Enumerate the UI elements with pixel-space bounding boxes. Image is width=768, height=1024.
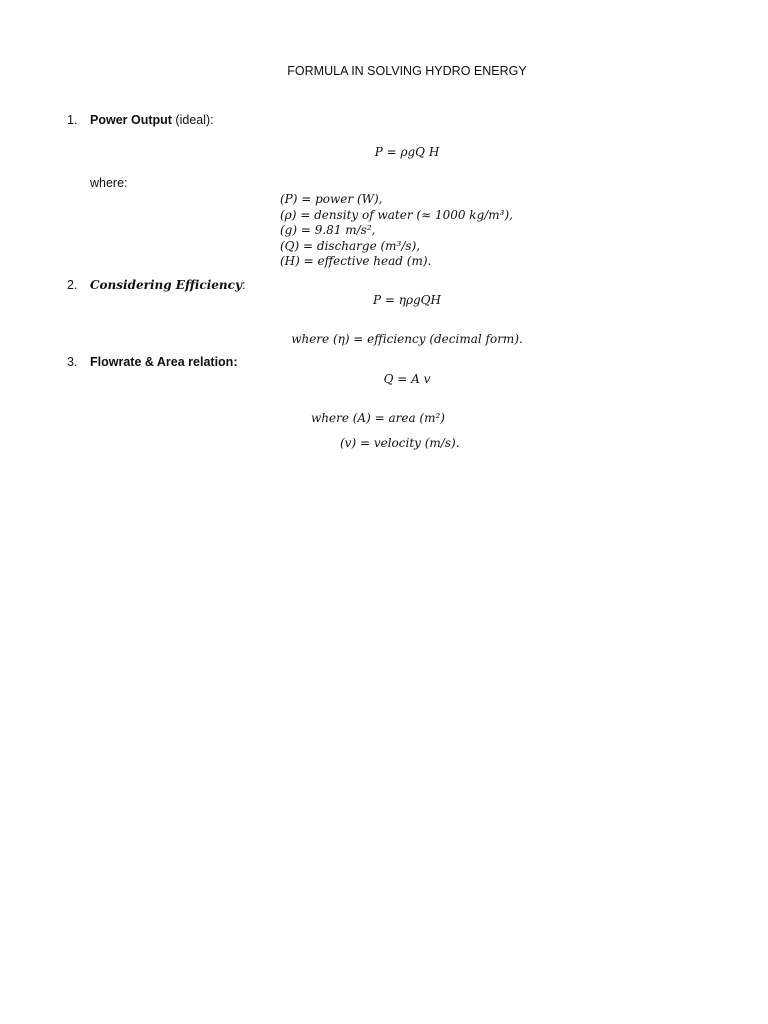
item-2-label-suffix: : <box>241 278 246 292</box>
item-1-label-suffix: (ideal): <box>171 113 214 127</box>
definition-gravity: (g) = 9.81 m/s², <box>280 223 376 237</box>
item-3-area-definition: where (A) = area (m²) <box>311 411 445 425</box>
item-3-formula: Q = A v <box>383 372 431 386</box>
item-1-formula: P = ρgQ H <box>374 145 440 159</box>
definition-discharge: (Q) = discharge (m³/s), <box>280 239 421 253</box>
item-2-formula: P = ηρgQH <box>373 293 441 307</box>
definition-head: (H) = effective head (m). <box>280 254 432 268</box>
item-3-velocity-definition: (v) = velocity (m/s). <box>340 436 460 450</box>
item-2-number: 2. <box>67 278 78 292</box>
item-1-label: Power Output <box>90 113 172 127</box>
item-1-number: 1. <box>67 113 78 127</box>
item-1-heading <box>90 113 214 127</box>
item-2-efficiency-note: where (η) = efficiency (decimal form). <box>291 332 523 346</box>
item-2-label: Considering Efficiency <box>90 278 242 292</box>
document-title: FORMULA IN SOLVING HYDRO ENERGY <box>287 64 527 78</box>
item-3-number: 3. <box>67 355 78 369</box>
item-3-label: Flowrate & Area relation: <box>90 355 238 369</box>
definition-density: (ρ) = density of water (≈ 1000 kg/m³), <box>280 208 513 222</box>
item-2-heading <box>90 278 245 292</box>
definition-power: (P) = power (W), <box>280 192 383 206</box>
item-1-where-label: where: <box>90 176 128 190</box>
